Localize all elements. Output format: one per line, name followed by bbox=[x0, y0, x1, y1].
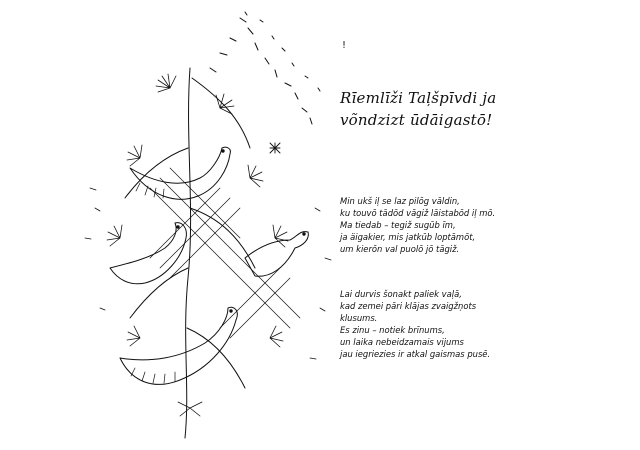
verse-line: kad zemei pāri klājas zvaigžņots bbox=[340, 301, 477, 311]
title-line-2: võndzizt ūdāigastō! bbox=[340, 111, 493, 129]
verse-line: un laika nebeidzamais vijums bbox=[340, 337, 464, 347]
verse-line: klusums. bbox=[340, 313, 378, 323]
verse-line: Es zinu – notiek brīnums, bbox=[340, 325, 445, 335]
stanza-livonian bbox=[340, 195, 630, 255]
verse-line: jau iegriezies ir atkal gaismas pusē. bbox=[340, 349, 491, 359]
verse-line: ja äigakier, mis jatkūb loptāmōt, bbox=[340, 232, 476, 242]
verse-line: Ma tiedab – tegiž sugūb īm, bbox=[340, 220, 456, 230]
poem-title bbox=[340, 87, 620, 131]
stanza-latvian bbox=[340, 288, 630, 360]
title-line-1: Rīemlīži Taļšpīvdi ja bbox=[340, 89, 497, 107]
verse-line: Lai durvis šonakt paliek vaļā, bbox=[340, 289, 462, 299]
bird-branches-illustration bbox=[70, 8, 370, 448]
verse-line: Min ukš iļ se laz pilōg vāldin, bbox=[340, 196, 460, 206]
exclamation-mark: ! bbox=[342, 40, 347, 51]
verse-line: ku touvō tādōd vāgiž lāistabōd iļ mō. bbox=[340, 208, 496, 218]
verse-line: um kierōn val puolō jō tāgiž. bbox=[340, 244, 460, 254]
